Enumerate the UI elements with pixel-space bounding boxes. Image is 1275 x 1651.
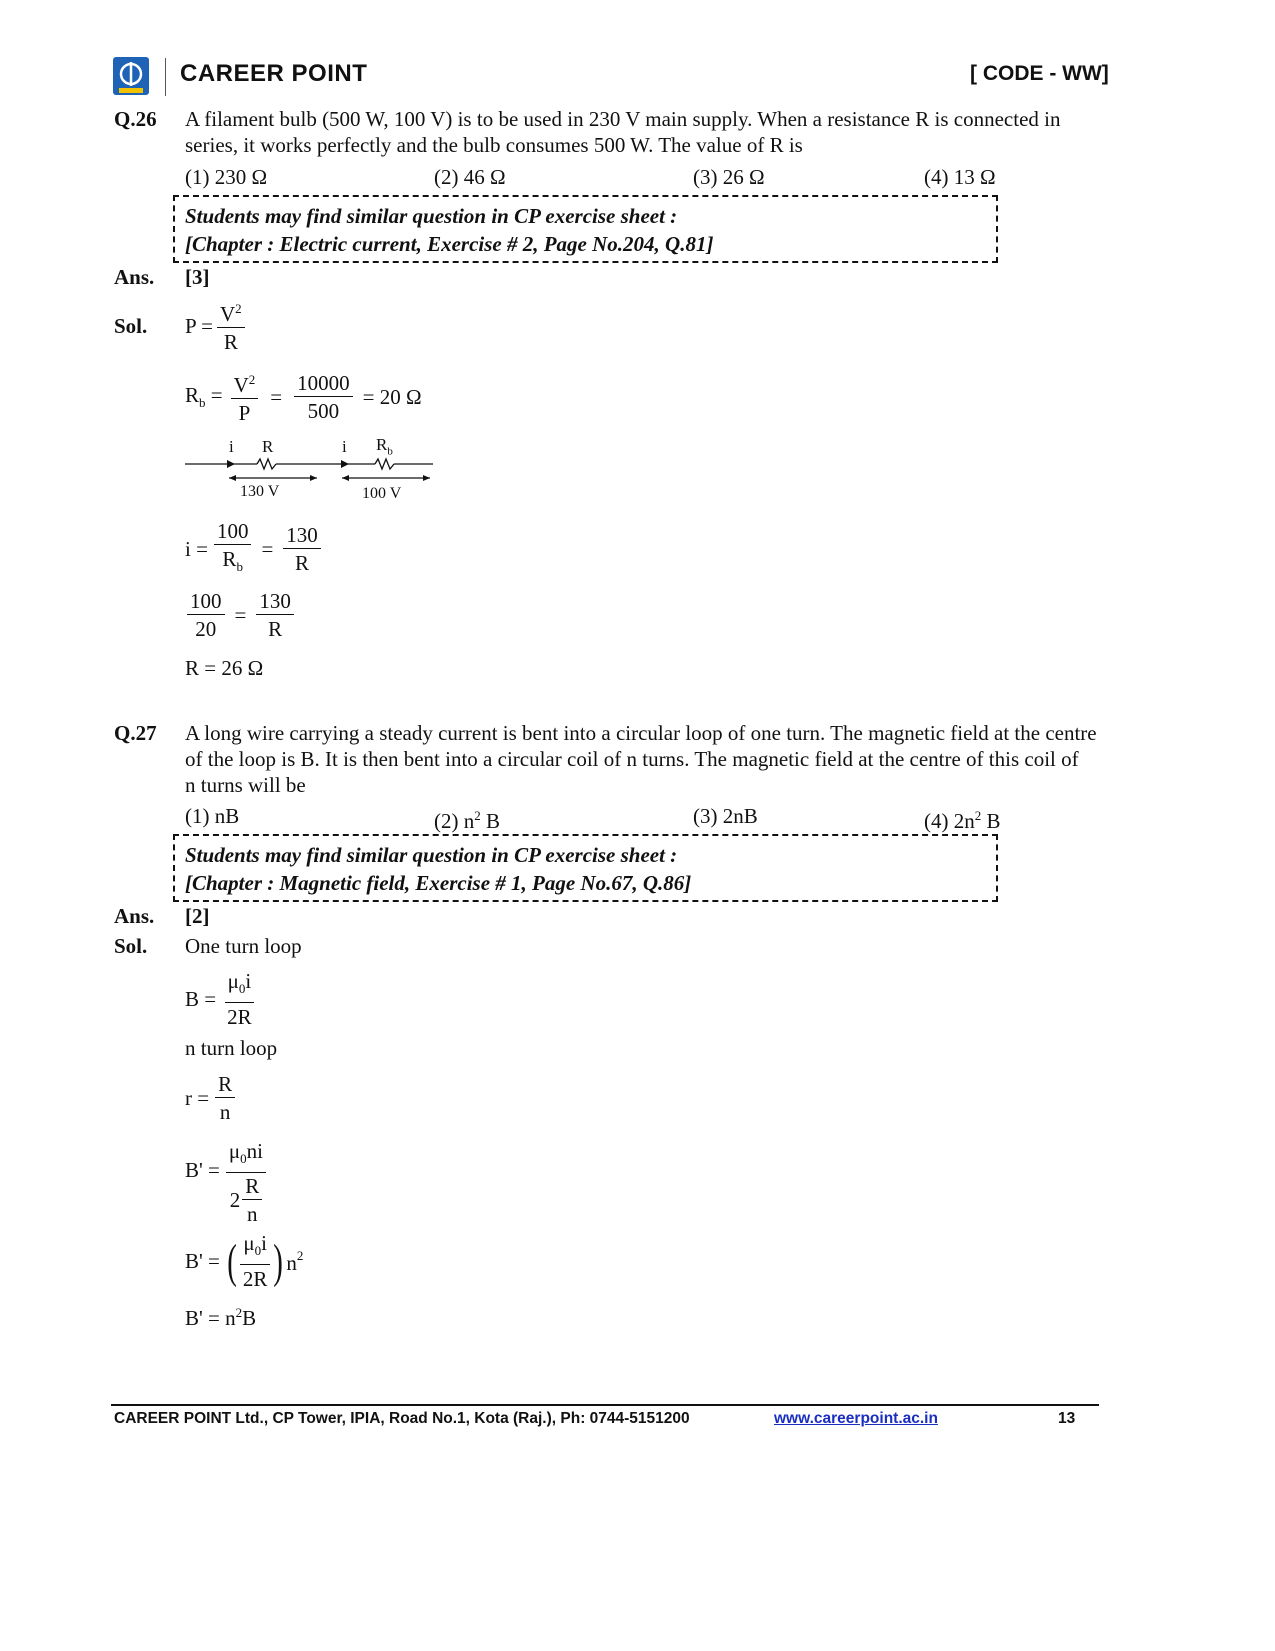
q27-number: Q.27	[114, 721, 157, 745]
eq-rb-lhs: $R_b$ =	[185, 382, 223, 411]
eq-r-lhs: r =	[185, 1086, 210, 1110]
eq-rb-den1: P	[238, 401, 251, 425]
eq-power: P = $\frac{V^2}{R}$	[185, 296, 249, 356]
eq-b-den: 2R	[227, 1005, 252, 1030]
circuit-r2: $R_b$	[376, 435, 393, 458]
q26-ans-label: Ans.	[114, 265, 155, 289]
q27-one-turn: One turn loop	[185, 934, 302, 958]
eq-current-den2: R	[295, 551, 310, 576]
eq-bprime2-lhs: B' =	[185, 1249, 220, 1274]
q27-ans-label: Ans.	[114, 904, 155, 928]
q27-text-line1: A long wire carrying a steady current is bent into a circular loop of one turn. The magnetic field at the centre	[185, 721, 1097, 745]
paper-code: [ CODE - WW]	[970, 62, 1109, 85]
q26-option-2: (2) 46 Ω	[434, 165, 506, 189]
q26-ans-value: [3]	[185, 265, 210, 289]
circuit-diagram	[185, 434, 435, 504]
eq-ratio-num2: 130	[256, 588, 294, 615]
logo-icon	[113, 57, 149, 95]
eq-current: i = $\frac{100}{R_b}$ = $\frac{130}{R}$	[185, 518, 325, 581]
circuit-v2: 100 V	[362, 485, 402, 502]
eq-rb-result: = 20 Ω	[362, 384, 422, 409]
q27-option-3: (3) 2nB	[693, 804, 758, 828]
circuit-i1: i	[229, 437, 234, 456]
eq-b-lhs: B =	[185, 987, 217, 1012]
q27-note-line1: Students may find similar question in CP exercise sheet :	[185, 843, 678, 867]
q26-option-1: (1) 230 Ω	[185, 165, 268, 189]
q27-option-2: (2) $n^2$ B	[434, 808, 501, 833]
eq-bprime2-den: 2R	[242, 1267, 268, 1292]
q26-number: Q.26	[114, 107, 157, 131]
q26-text-line2: series, it works perfectly and the bulb consumes 500 W. The value of R is	[185, 133, 803, 157]
eq-power-lhs: P =	[185, 313, 213, 338]
q27-ans-value: [2]	[185, 904, 210, 928]
eq-power-num: V	[220, 302, 236, 326]
eq-bprime-num: $\mu_0ni$	[226, 1138, 266, 1173]
eq-current-num2: 130	[283, 522, 321, 549]
eq-rb-num2: 10000	[294, 370, 353, 397]
q26-result: R = 26 Ω	[185, 656, 264, 680]
footer-website-link[interactable]: www.careerpoint.ac.in	[774, 1410, 938, 1427]
eq-b	[185, 968, 259, 1031]
q27-final: $B' = n^2B$	[185, 1305, 257, 1330]
eq-bprime2-num: $\mu_0i$	[240, 1230, 270, 1265]
q27-text-line3: n turns will be	[185, 773, 306, 797]
eq-power-den: R	[223, 330, 238, 354]
eq-bprime-den-pre: 2	[229, 1188, 241, 1213]
q26-note-box	[173, 195, 998, 263]
footer-address: CAREER POINT Ltd., CP Tower, IPIA, Road No.1, Kota (Raj.), Ph: 0744-5151200	[114, 1410, 690, 1427]
circuit-v1: 130 V	[240, 483, 280, 500]
q26-sol-label: Sol.	[114, 314, 148, 338]
eq-rb-den2: 500	[307, 398, 340, 423]
eq-bprime-den-den: n	[246, 1202, 258, 1227]
eq-bprime2-tail: $n^2$	[286, 1247, 304, 1275]
circuit-i2: i	[342, 437, 347, 456]
q26-option-3: (3) 26 Ω	[693, 165, 765, 189]
q26-note-line2: [Chapter : Electric current, Exercise # 2, Page No.204, Q.81]	[185, 232, 714, 256]
eq-current-lhs: i =	[185, 537, 208, 562]
q26-option-4: (4) 13 Ω	[924, 165, 996, 189]
eq-ratio-den1: 20	[195, 617, 217, 641]
q26-note-line1: Students may find similar question in CP exercise sheet :	[185, 204, 678, 228]
eq-rb: $R_b$ = $\frac{V^2}{P}$ = $\frac{10000}{500}$ = 20 Ω	[185, 367, 422, 427]
eq-ratio-num1: 100	[187, 588, 225, 615]
q27-n-turn: n turn loop	[185, 1036, 278, 1060]
q27-text-line2: of the loop is B. It is then bent into a circular coil of n turns. The magnetic field at the centre of this coil of	[185, 747, 1079, 771]
footer-page-number: 13	[1058, 1410, 1076, 1427]
eq-bprime-lhs: B' =	[185, 1157, 220, 1182]
eq-r-den: n	[219, 1100, 231, 1124]
q27-option-4: (4) $2n^2$ B	[924, 808, 1001, 833]
logo	[113, 57, 149, 95]
eq-r	[185, 1071, 239, 1126]
eq-r-num: R	[215, 1071, 235, 1098]
eq-bprime2: B' = ( $\frac{\mu_0i}{2R}$ ) $n^2$	[185, 1231, 304, 1292]
eq-current-den1: $R_b$	[222, 547, 243, 575]
q26-text-line1: A filament bulb (500 W, 100 V) is to be used in 230 V main supply. When a resistance R is connected in	[185, 107, 1061, 131]
footer-rule	[111, 1404, 1099, 1406]
eq-ratio-den2: R	[268, 617, 283, 641]
eq-current-num1: 100	[214, 518, 252, 545]
eq-bprime	[185, 1138, 266, 1228]
header-divider	[165, 58, 166, 96]
q27-note-box	[173, 834, 998, 902]
q27-note-line2: [Chapter : Magnetic field, Exercise # 1, Page No.67, Q.86]	[185, 871, 692, 895]
eq-ratio: $\frac{100}{20}$ = $\frac{130}{R}$	[183, 588, 298, 643]
brand-name: CAREER POINT	[180, 60, 368, 87]
circuit-r1: R	[262, 437, 274, 456]
eq-rb-num1: V	[233, 373, 249, 397]
eq-b-num: $\mu_0i$	[225, 968, 255, 1003]
eq-bprime-den-num: R	[242, 1173, 262, 1200]
q27-sol-label: Sol.	[114, 934, 148, 958]
q27-option-1: (1) nB	[185, 804, 240, 828]
